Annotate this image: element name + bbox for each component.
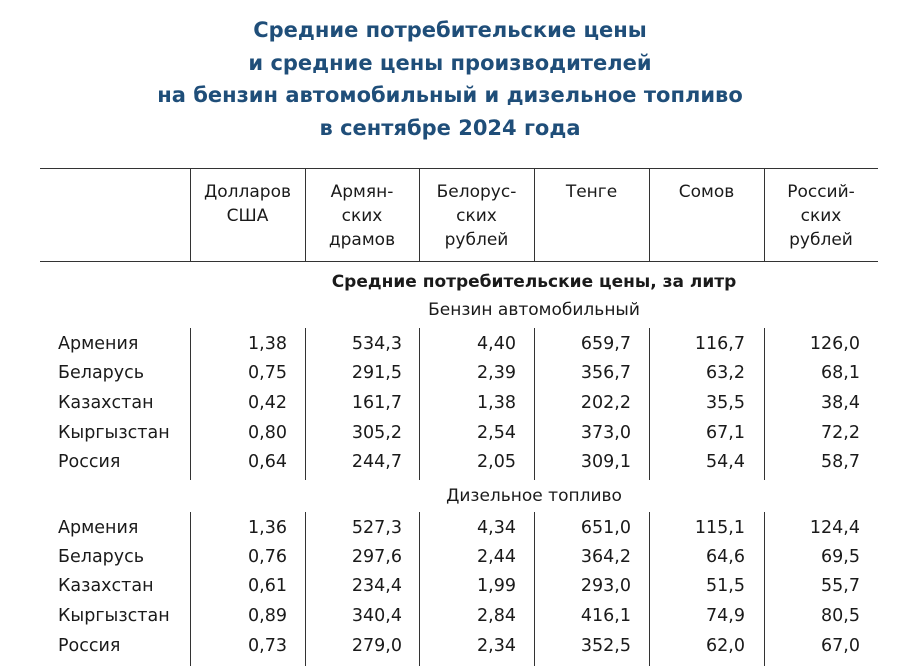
value-cell: 279,0 xyxy=(351,636,402,656)
value-cell: 4,34 xyxy=(477,518,516,538)
country-cell: Казахстан xyxy=(58,576,154,596)
country-cell: Россия xyxy=(58,452,121,472)
value-cell: 309,1 xyxy=(580,452,631,472)
value-cell: 340,4 xyxy=(351,606,402,626)
value-cell: 373,0 xyxy=(580,423,631,443)
value-cell: 2,05 xyxy=(477,452,516,472)
value-cell: 1,36 xyxy=(248,518,287,538)
value-cell: 55,7 xyxy=(821,576,860,596)
value-cell: 416,1 xyxy=(580,606,631,626)
table-header-rule xyxy=(40,261,878,262)
value-cell: 51,5 xyxy=(706,576,745,596)
value-cell: 352,5 xyxy=(580,636,631,656)
table-row xyxy=(40,513,878,543)
country-cell: Россия xyxy=(58,636,121,656)
value-cell: 4,40 xyxy=(477,334,516,354)
value-cell: 124,4 xyxy=(809,518,860,538)
table-row xyxy=(40,388,878,418)
value-cell: 2,84 xyxy=(477,606,516,626)
group-title-diesel: Дизельное топливо xyxy=(446,486,622,506)
value-cell: 126,0 xyxy=(809,334,860,354)
value-cell: 0,64 xyxy=(248,452,287,472)
value-cell: 305,2 xyxy=(351,423,402,443)
value-cell: 202,2 xyxy=(580,393,631,413)
value-cell: 161,7 xyxy=(351,393,402,413)
value-cell: 72,2 xyxy=(821,423,860,443)
title-line: и средние цены производителей xyxy=(248,50,652,75)
value-cell: 64,6 xyxy=(706,547,745,567)
table-row xyxy=(40,447,878,477)
column-header-amd: Армян- ских драмов xyxy=(328,182,396,250)
table-top-rule xyxy=(40,168,878,169)
value-cell: 0,73 xyxy=(248,636,287,656)
column-header-rub: Россий- ских рублей xyxy=(787,182,855,250)
value-cell: 364,2 xyxy=(580,547,631,567)
value-cell: 0,75 xyxy=(248,363,287,383)
value-cell: 80,5 xyxy=(821,606,860,626)
column-header-kgs: Сомов xyxy=(678,182,735,202)
value-cell: 651,0 xyxy=(580,518,631,538)
group-title-gasoline: Бензин автомобильный xyxy=(428,300,640,320)
country-cell: Беларусь xyxy=(58,363,145,383)
table-row xyxy=(40,329,878,359)
value-cell: 2,44 xyxy=(477,547,516,567)
value-cell: 534,3 xyxy=(351,334,402,354)
country-cell: Армения xyxy=(58,518,139,538)
value-cell: 69,5 xyxy=(821,547,860,567)
value-cell: 67,1 xyxy=(706,423,745,443)
table-row xyxy=(40,542,878,572)
value-cell: 291,5 xyxy=(351,363,402,383)
country-cell: Армения xyxy=(58,334,139,354)
value-cell: 115,1 xyxy=(694,518,745,538)
value-cell: 297,6 xyxy=(351,547,402,567)
value-cell: 35,5 xyxy=(706,393,745,413)
value-cell: 74,9 xyxy=(706,606,745,626)
title-line: Средние потребительские цены xyxy=(253,18,647,42)
column-header-kzt: Тенге xyxy=(565,182,618,202)
column-header-usd: Долларов США xyxy=(203,182,292,226)
value-cell: 116,7 xyxy=(694,334,745,354)
value-cell: 527,3 xyxy=(351,518,402,538)
value-cell: 659,7 xyxy=(580,334,631,354)
value-cell: 1,38 xyxy=(248,334,287,354)
country-cell: Беларусь xyxy=(58,547,145,567)
value-cell: 63,2 xyxy=(706,363,745,383)
value-cell: 293,0 xyxy=(580,576,631,596)
value-cell: 0,89 xyxy=(248,606,287,626)
value-cell: 58,7 xyxy=(821,452,860,472)
value-cell: 54,4 xyxy=(706,452,745,472)
title-line: на бензин автомобильный и дизельное топливо xyxy=(157,83,743,107)
table-row xyxy=(40,631,878,661)
table-row xyxy=(40,571,878,601)
country-cell: Кыргызстан xyxy=(58,606,170,626)
value-cell: 2,39 xyxy=(477,363,516,383)
value-cell: 0,80 xyxy=(248,423,287,443)
value-cell: 1,99 xyxy=(477,576,516,596)
table-row xyxy=(40,418,878,448)
section-title: Средние потребительские цены, за литр xyxy=(331,272,737,292)
value-cell: 234,4 xyxy=(351,576,402,596)
table-row xyxy=(40,358,878,388)
table-row xyxy=(40,601,878,631)
value-cell: 0,42 xyxy=(248,393,287,413)
value-cell: 67,0 xyxy=(821,636,860,656)
value-cell: 0,76 xyxy=(248,547,287,567)
value-cell: 68,1 xyxy=(821,363,860,383)
value-cell: 0,61 xyxy=(248,576,287,596)
title-line: в сентябре 2024 года xyxy=(319,115,581,140)
column-header-byn: Белорус- ских рублей xyxy=(436,182,517,250)
country-cell: Казахстан xyxy=(58,393,154,413)
country-cell: Кыргызстан xyxy=(58,423,170,443)
value-cell: 356,7 xyxy=(580,363,631,383)
value-cell: 2,34 xyxy=(477,636,516,656)
value-cell: 62,0 xyxy=(706,636,745,656)
page-title xyxy=(0,14,900,144)
value-cell: 244,7 xyxy=(351,452,402,472)
value-cell: 38,4 xyxy=(821,393,860,413)
value-cell: 1,38 xyxy=(477,393,516,413)
value-cell: 2,54 xyxy=(477,423,516,443)
